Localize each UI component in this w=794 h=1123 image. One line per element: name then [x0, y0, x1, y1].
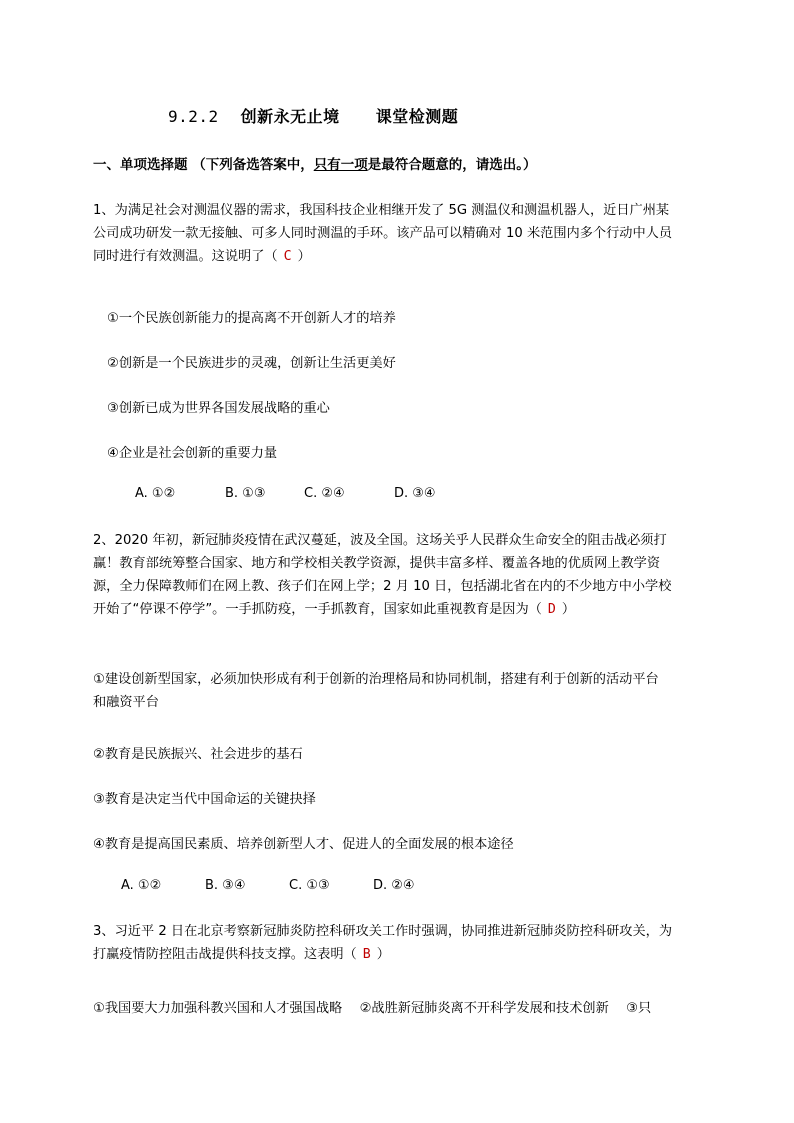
q2-line-4-text: 开始了“停课不停学”。一手抓防疫，一手抓教育，国家如此重视教育是因为（: [93, 602, 542, 617]
q3-options-line: ①我国要大力加强科教兴国和人才强国战略 ②战胜新冠肺炎离不开科学发展和技术创新 ③只: [93, 1001, 652, 1016]
q2-line-4: [93, 598, 703, 621]
q2-choice-c: C. ①③: [289, 878, 330, 893]
q2-line-1: 2、2020 年初，新冠肺炎疫情在武汉蔓延，波及全国。这场关乎人民群众生命安全的阻击战必须打: [93, 533, 667, 548]
section-underlined: 只有一项: [313, 157, 368, 173]
q2-bracket-close: ）: [561, 602, 575, 617]
q2-line-3: 源，全力保障教师们在网上教、孩子们在网上学；2 月 10 日，包括湖北省在内的不少地方中小学校: [93, 579, 672, 594]
q2-option-3: ③教育是决定当代中国命运的关键抉择: [93, 792, 316, 807]
q1-line-3-text: 同时进行有效测温。这说明了（: [93, 249, 278, 264]
q1-bracket-close: ）: [297, 249, 311, 264]
q1-option-2: ②创新是一个民族进步的灵魂，创新让生活更美好: [107, 356, 396, 371]
q2-choice-d: D. ②④: [373, 878, 415, 893]
title-subtitle: 课堂检测题: [375, 107, 459, 126]
q2-option-1-line-1: ①建设创新型国家，必须加快形成有利于创新的治理格局和协同机制，搭建有利于创新的活动平台: [93, 672, 659, 687]
q2-choices: [121, 878, 415, 893]
q3-line-2-text: 打赢疫情防控阻击战提供科技支撑。这表明（: [93, 947, 357, 962]
q1-choice-a: A. ①②: [135, 486, 176, 501]
q1-choices: [135, 486, 436, 501]
q1-choice-b: B. ①③: [225, 486, 266, 501]
q2-choice-a: A. ①②: [121, 878, 162, 893]
q2-line-2: 赢！教育部统筹整合国家、地方和学校相关教学资源，提供丰富多样、覆盖各地的优质网上教学资: [93, 556, 661, 571]
q1-choice-d: D. ③④: [394, 486, 436, 501]
q2-answer: D: [547, 602, 556, 617]
q2-option-1-line-2: 和融资平台: [93, 695, 159, 710]
q2-option-4: ④教育是提高国民素质、培养创新型人才、促进人的全面发展的根本途径: [93, 837, 514, 852]
q3-line-2: [93, 943, 703, 966]
section-heading: [93, 153, 536, 173]
section-prefix: 一、单项选择题 （下列备选答案中，: [93, 157, 314, 173]
question-2-stem: [93, 529, 703, 621]
q2-option-2: ②教育是民族振兴、社会进步的基石: [93, 747, 303, 762]
chapter-name: 创新永无止境: [240, 107, 340, 126]
question-3-stem: [93, 920, 703, 966]
q1-line-1: 1、为满足社会对测温仪器的需求，我国科技企业相继开发了 5G 测温仪和测温机器人，近日广州某: [93, 203, 670, 218]
q1-line-2: 公司成功研发一款无接触、可多人同时测温的手环。该产品可以精确对 10 米范围内多个行动中人员: [93, 226, 673, 241]
q1-line-3: [93, 245, 703, 268]
section-suffix: 是最符合题意的，请选出。）: [367, 157, 537, 173]
q1-answer: C: [283, 249, 292, 264]
q1-option-3: ③创新已成为世界各国发展战略的重心: [107, 401, 330, 416]
chapter-number: 9.2.2: [168, 107, 219, 126]
q2-choice-b: B. ③④: [205, 878, 246, 893]
question-1-stem: [93, 199, 703, 268]
q1-option-4: ④企业是社会创新的重要力量: [107, 446, 278, 461]
document-title: [168, 104, 458, 127]
q1-option-1: ①一个民族创新能力的提高离不开创新人才的培养: [107, 311, 396, 326]
q3-answer: B: [362, 947, 371, 962]
q1-choice-c: C. ②④: [304, 486, 345, 501]
q2-option-1: [93, 668, 703, 714]
q3-line-1: 3、习近平 2 日在北京考察新冠肺炎防控科研攻关工作时强调，协同推进新冠肺炎防控科研攻关，为: [93, 924, 673, 939]
q3-bracket-close: ）: [376, 947, 390, 962]
